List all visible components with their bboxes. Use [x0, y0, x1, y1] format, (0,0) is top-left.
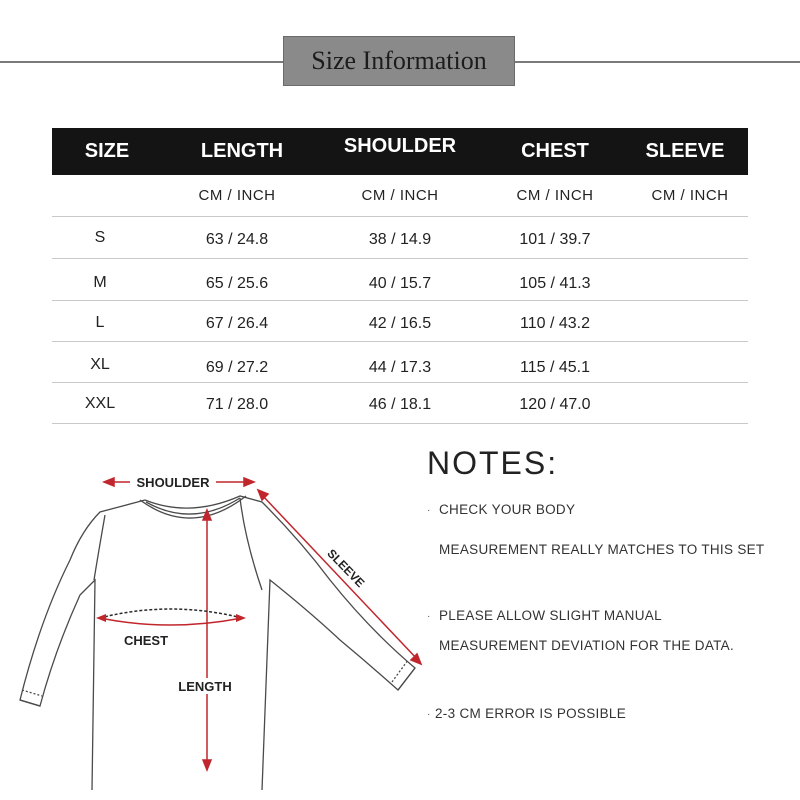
- table-cell-size: S: [94, 229, 106, 246]
- note-text: 2-3 CM ERROR IS POSSIBLE: [435, 706, 626, 721]
- bullet-icon: ·: [427, 611, 431, 622]
- bullet-icon: ·: [427, 709, 431, 720]
- table-cell-size: M: [93, 274, 107, 291]
- table-cell-length: 67 / 26.4: [205, 315, 269, 332]
- table-cell-size: XXL: [84, 395, 116, 412]
- table-cell-chest: 105 / 41.3: [519, 275, 591, 292]
- shirt-outline-icon: [20, 496, 415, 790]
- table-cell-chest: 120 / 47.0: [519, 396, 591, 413]
- table-cell-length: 69 / 27.2: [205, 359, 269, 376]
- header-length: LENGTH: [200, 140, 284, 162]
- units-sleeve: CM / INCH: [651, 187, 729, 204]
- header-chest: CHEST: [521, 140, 589, 162]
- chest-measure: [96, 609, 246, 625]
- bullet-icon: ·: [427, 505, 431, 516]
- table-cell-shoulder: 40 / 15.7: [368, 275, 432, 292]
- note-text: MEASUREMENT DEVIATION FOR THE DATA.: [439, 638, 735, 653]
- table-cell-size: XL: [90, 356, 110, 373]
- header-size: SIZE: [84, 140, 130, 162]
- sleeve-label: SLEEVE: [324, 546, 368, 591]
- table-cell-length: 65 / 25.6: [205, 275, 269, 292]
- header-sleeve: SLEEVE: [645, 140, 725, 162]
- length-arrow: [203, 510, 211, 770]
- sleeve-arrow: [258, 490, 421, 664]
- table-cell-shoulder: 42 / 16.5: [368, 315, 432, 332]
- header-shoulder: SHOULDER: [343, 135, 457, 157]
- units-length: CM / INCH: [198, 187, 276, 204]
- table-cell-size: L: [95, 314, 105, 331]
- chest-label: CHEST: [123, 633, 169, 648]
- note-text: PLEASE ALLOW SLIGHT MANUAL: [439, 608, 662, 623]
- table-cell-shoulder: 38 / 14.9: [368, 231, 432, 248]
- note-text: CHECK YOUR BODY: [439, 502, 576, 517]
- table-cell-chest: 101 / 39.7: [519, 231, 591, 248]
- note-text: MEASUREMENT REALLY MATCHES TO THIS SET: [439, 542, 765, 557]
- notes-title: NOTES:: [427, 445, 559, 481]
- units-chest: CM / INCH: [516, 187, 594, 204]
- table-cell-shoulder: 46 / 18.1: [368, 396, 432, 413]
- table-cell-length: 71 / 28.0: [205, 396, 269, 413]
- table-cell-length: 63 / 24.8: [205, 231, 269, 248]
- table-cell-chest: 115 / 45.1: [520, 359, 590, 376]
- table-cell-chest: 110 / 43.2: [520, 315, 590, 332]
- shoulder-label: SHOULDER: [136, 475, 210, 490]
- units-shoulder: CM / INCH: [361, 187, 439, 204]
- table-cell-shoulder: 44 / 17.3: [368, 359, 432, 376]
- page-title: Size Information: [283, 36, 515, 86]
- length-label: LENGTH: [178, 679, 232, 694]
